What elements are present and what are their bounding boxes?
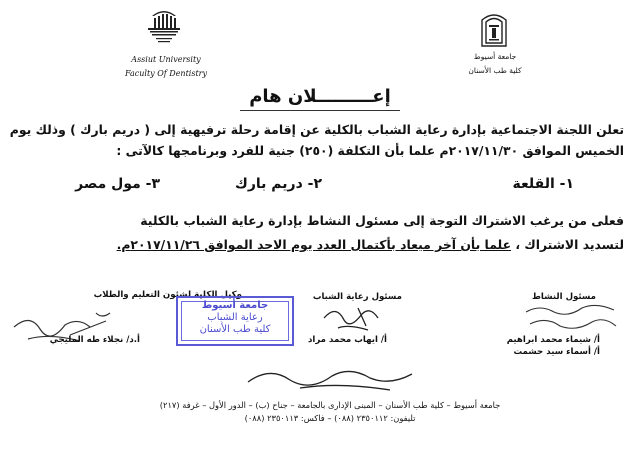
activity-officer-title: مسئول النشاط [532, 292, 596, 302]
stamp-line-university: جامعة أسيوط [201, 300, 269, 311]
assiut-university-logo [144, 4, 184, 48]
stamp-line-youth-care: رعاية الشباب [207, 312, 263, 323]
faculty-of-dentistry-logo [479, 10, 509, 50]
announcement-line-4 [117, 237, 624, 252]
stamp-line-faculty: كلية طب الأسنان [199, 324, 271, 335]
line-4-deadline: علما بأن آخر ميعاد بأكتمال العدد يوم الاحد الموافق ٢٠١٧/١١/٢٦م. [116, 237, 512, 252]
faculty-name-ar: كلية طب الأسنان [468, 66, 522, 75]
activity-officer-name-2: أ/ أسماء سيد حشمت [513, 347, 600, 357]
youth-care-title: مسئول رعاية الشباب [312, 292, 402, 302]
announcement-line-2: الخميس الموافق ٢٠١٧/١١/٣٠م علما بأن التكلفة (٢٥٠) جنية للفرد وبرنامجها كالآتى : [116, 143, 624, 158]
youth-care-name: أ/ ايهاب محمد مراد [307, 335, 387, 345]
university-name-en: Assiut University [131, 55, 201, 64]
title-underline [240, 110, 400, 111]
footer-contact: تليفون: ٢٣٥٠١١٢ (٠٨٨) – فاكس: ٢٣٥٠١١٣ (٠٨٨) [244, 413, 416, 423]
program-item-citadel: ١- القلعة [512, 176, 574, 192]
program-item-dream-park: ٢- دريم بارك [235, 176, 322, 192]
announcement-line-1: تعلن اللجنة الاجتماعية بإدارة رعاية الشباب بالكلية عن إقامة رحلة ترفيهية إلى ( دريم بارك ) وذلك يوم [9, 122, 624, 137]
footer-address: جامعة أسيوط – كلية طب الأسنان – المبنى الإدارى بالجامعة – جناح (ب) – الدور الأول – غرفة (٢١٧) [159, 400, 501, 410]
activity-officer-name-1: أ/ شيماء محمد ابراهيم [506, 335, 600, 345]
youth-care-signature [318, 300, 388, 336]
vice-dean-name: أ.د/ نجلاء طه المليجي [49, 335, 140, 345]
announcement-title: إعـــــــــلان هام [249, 86, 391, 107]
faculty-name-en: Faculty Of Dentistry [124, 69, 208, 78]
line-4-subscription: لتسديد الاشتراك ، [511, 237, 624, 252]
dean-signature [240, 360, 420, 394]
program-item-mall-of-egypt: ٣- مول مصر [75, 176, 160, 192]
youth-care-stamp [176, 296, 294, 346]
announcement-line-3: فعلى من يرغب الاشتراك التوجة إلى مسئول النشاط بإدارة رعاية الشباب بالكلية [140, 213, 624, 228]
university-name-ar: جامعة أسيوط [473, 52, 517, 61]
vice-dean-title: وكيل الكلية لشئون التعليم والطلاب [93, 290, 242, 300]
activity-officer-signatures [520, 300, 620, 336]
